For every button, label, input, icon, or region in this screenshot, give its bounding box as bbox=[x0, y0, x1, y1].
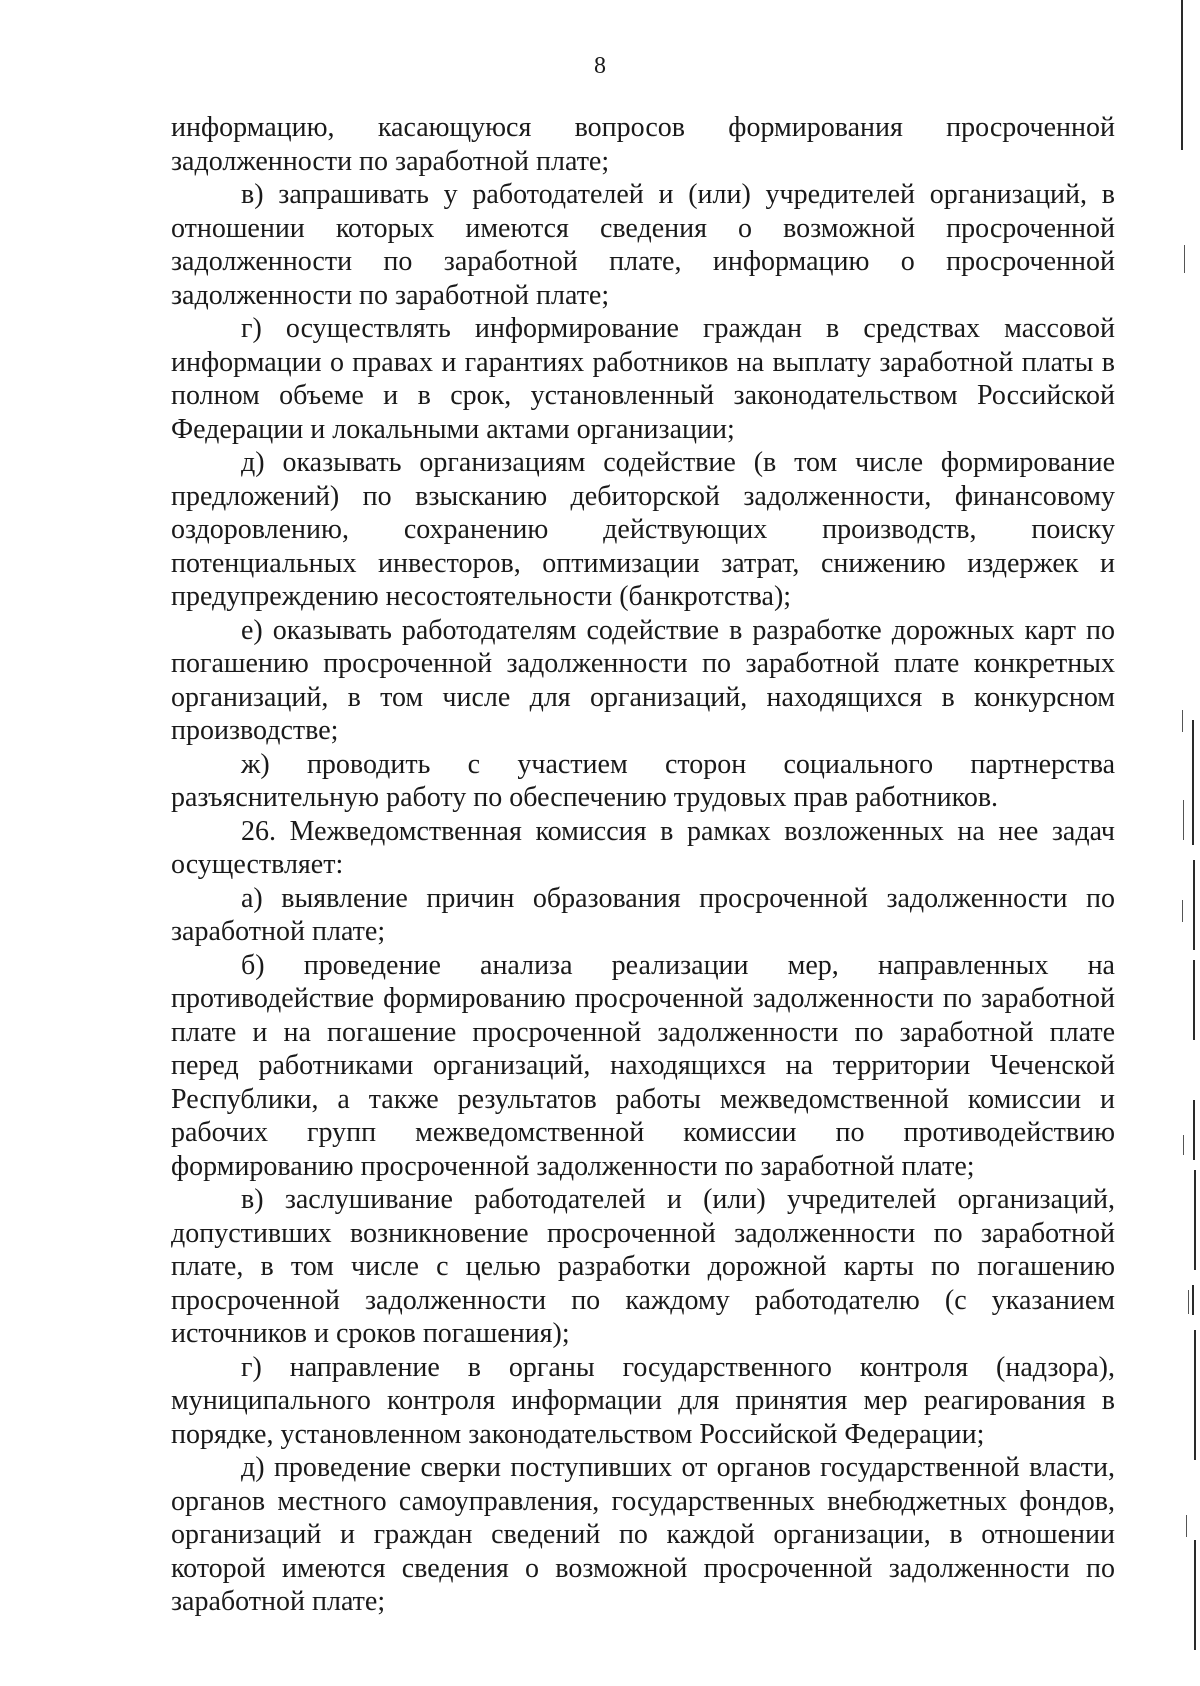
paragraph-26-item-g: г) направление в органы государственного контроля (надзора), муниципального контроля информации для принятия мер реагирования в порядке, установленном законодательством Российской Федерации; bbox=[171, 1351, 1115, 1450]
scan-artifact bbox=[1194, 1330, 1196, 1460]
scan-artifact bbox=[1188, 1290, 1189, 1314]
scan-artifact bbox=[1194, 1540, 1196, 1650]
paragraph-item-zh: ж) проводить с участием сторон социального партнерства разъяснительную работу по обеспечению трудовых прав работников. bbox=[171, 748, 1115, 813]
paragraph-26-item-d: д) проведение сверки поступивших от органов государственной власти, органов местного самоуправления, государственных внебюджетных фондов, организаций и граждан сведений по каждой организации, в отношении которой имеются сведения о возможной просроченной задолженности по заработной плате; bbox=[171, 1452, 1115, 1617]
paragraph-continuation: информацию, касающуюся вопросов формирования просроченной задолженности по заработной плате; bbox=[171, 112, 1115, 177]
scan-artifact bbox=[1183, 1135, 1184, 1155]
scan-artifact bbox=[1184, 245, 1185, 273]
paragraph-item-e: е) оказывать работодателям содействие в разработке дорожных карт по погашению просроченной задолженности по заработной плате конкретных организаций, в том числе для организаций, находящихся в конкурсном производстве; bbox=[171, 614, 1115, 746]
scan-artifact bbox=[1192, 1285, 1194, 1315]
scan-artifact bbox=[1183, 800, 1184, 840]
scan-artifact bbox=[1186, 1515, 1187, 1537]
document-body bbox=[171, 111, 1115, 1619]
scan-artifact bbox=[1194, 1170, 1196, 1270]
scan-artifact bbox=[1181, 0, 1183, 150]
paragraph-26-item-v: в) заслушивание работодателей и (или) учредителей организаций, допустивших возникновение просроченной задолженности по заработной плате, в том числе с целью разработки дорожной карты по погашению просроченной задолженности по каждому работодателю (с указанием источников и сроков погашения); bbox=[171, 1184, 1115, 1349]
scan-artifact bbox=[1193, 860, 1195, 950]
scan-artifact bbox=[1182, 710, 1183, 732]
scan-artifact bbox=[1182, 900, 1183, 922]
scan-artifact bbox=[1193, 960, 1195, 1040]
paragraph-26-item-b: б) проведение анализа реализации мер, направленных на противодействие формированию просроченной задолженности по заработной плате и на погашение просроченной задолженности по заработной плате перед работниками организаций, находящихся на территории Чеченской Республики, а также результатов работы межведомственной комиссии и рабочих групп межведомственной комиссии по противодействию формированию просроченной задолженности по заработной плате; bbox=[171, 949, 1115, 1182]
paragraph-item-g: г) осуществлять информирование граждан в средствах массовой информации о правах и гарантиях работников на выплату заработной платы в полном объеме и в срок, установленный законодательством Российской Федерации и локальными актами организации; bbox=[171, 313, 1115, 445]
paragraph-item-v: в) запрашивать у работодателей и (или) учредителей организаций, в отношении которых имеются сведения о возможной просроченной задолженности по заработной плате, информацию о просроченной задолженности по заработной плате; bbox=[171, 179, 1115, 311]
scan-artifact bbox=[1192, 720, 1194, 845]
scan-artifact bbox=[1193, 1100, 1195, 1160]
paragraph-section-26: 26. Межведомственная комиссия в рамках возложенных на нее задач осуществляет: bbox=[171, 815, 1115, 880]
paragraph-26-item-a: а) выявление причин образования просроченной задолженности по заработной плате; bbox=[171, 882, 1115, 947]
paragraph-item-d: д) оказывать организациям содействие (в том числе формирование предложений) по взысканию дебиторской задолженности, финансовому оздоровлению, сохранению действующих производств, поиску потенциальных инвесторов, оптимизации затрат, снижению издержек и предупреждению несостоятельности (банкротства); bbox=[171, 447, 1115, 612]
page-number: 8 bbox=[594, 53, 606, 79]
